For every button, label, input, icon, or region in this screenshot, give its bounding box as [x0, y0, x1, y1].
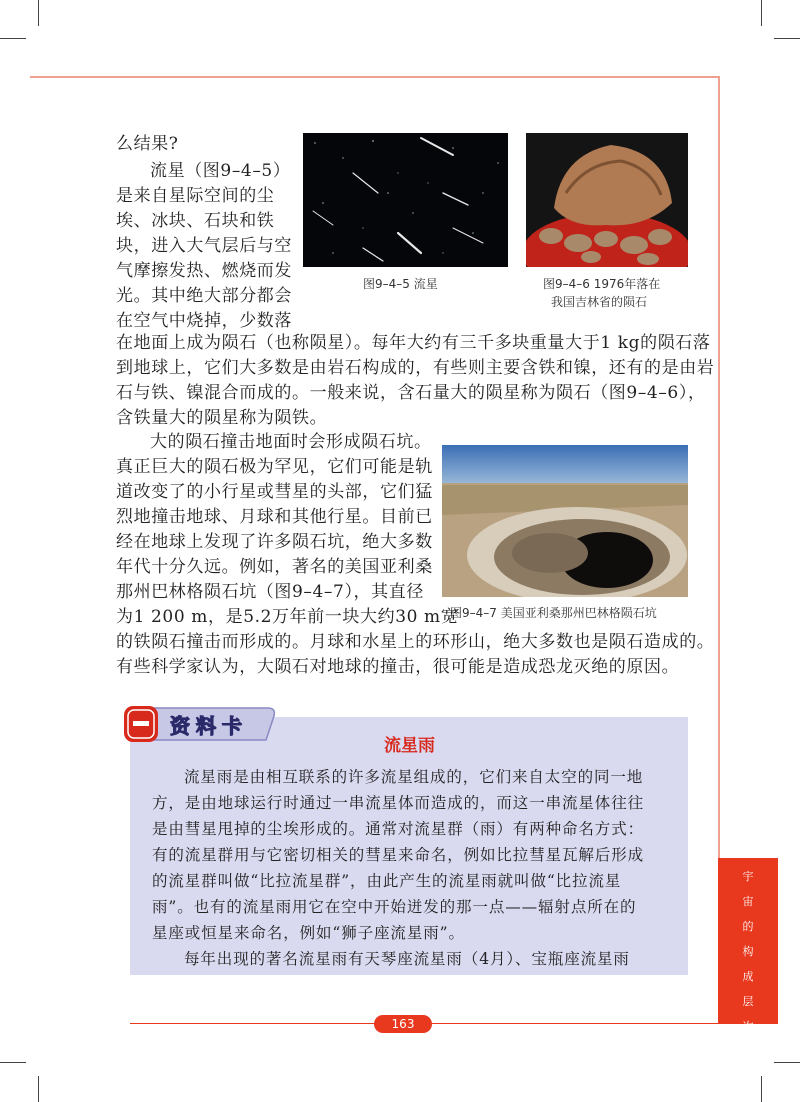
- card-text-line: 星座或恒星来命名，例如“狮子座流星雨”。: [152, 924, 465, 942]
- crop-mark: [761, 0, 762, 26]
- text-line: 在空气中烧掉，少数落: [116, 311, 292, 331]
- text-line: 气摩擦发热、燃烧而发: [116, 261, 292, 281]
- meteor-photo: [303, 133, 508, 267]
- text-line: 为1 200 m，是5.2万年前一块大约30 m宽: [116, 607, 459, 627]
- card-text-line: 有的流星群用与它密切相关的彗星来命名，例如比拉彗星瓦解后形成: [152, 846, 645, 864]
- crater-photo: [442, 445, 688, 597]
- side-tab-char: 层: [742, 995, 754, 1008]
- text-line: 在地面上成为陨石（也称陨星）。每年大约有三千多块重量大于1 kg的陨石落: [116, 333, 711, 353]
- side-tab-char: 宙: [742, 895, 754, 908]
- text-line: 经在地球上发现了许多陨石坑，绝大多数: [116, 532, 433, 552]
- crop-mark: [774, 38, 800, 39]
- figure-caption-crater: 图9–4–7 美国亚利桑那州巴林格陨石坑: [450, 606, 657, 620]
- side-tab-char: 构: [742, 945, 754, 958]
- card-text-line: 流星雨是由相互联系的许多流星组成的，它们来自太空的同一地: [184, 768, 644, 786]
- chapter-side-tab: [718, 858, 778, 1033]
- page-number: 163: [374, 1015, 432, 1033]
- info-card-title: 流星雨: [384, 736, 435, 756]
- info-card-badge: [118, 702, 278, 746]
- side-tab-char: 宇: [742, 870, 754, 883]
- meteorite-photo: [526, 133, 688, 267]
- crop-mark: [38, 1076, 39, 1102]
- text-line: 光。其中绝大部分都会: [116, 286, 292, 306]
- text-line: 道改变了的小行星或彗星的头部，它们猛: [116, 482, 433, 502]
- text-line: 石与铁、镍混合而成的。一般来说，含石量大的陨星称为陨石（图9–4–6），: [116, 383, 706, 403]
- figure-caption-meteorite-2: 我国吉林省的陨石: [551, 295, 648, 309]
- crop-mark: [774, 1062, 800, 1063]
- top-rule: [30, 76, 720, 78]
- card-text-line: 是由彗星甩掉的尘埃形成的。通常对流星群（雨）有两种命名方式：: [152, 820, 645, 838]
- info-card-badge-label: 资料卡: [170, 714, 248, 738]
- card-text-line: 每年出现的著名流星雨有天琴座流星雨（4月）、宝瓶座流星雨: [184, 950, 630, 968]
- crop-mark: [0, 1062, 26, 1063]
- crop-mark: [761, 1076, 762, 1102]
- text-line: 到地球上，它们大多数是由岩石构成的，有些则主要含铁和镍，还有的是由岩: [116, 358, 715, 378]
- text-line: 有些科学家认为，大陨石对地球的撞击，很可能是造成恐龙灭绝的原因。: [116, 657, 680, 677]
- text-line: 真正巨大的陨石极为罕见，它们可能是轨: [116, 457, 433, 477]
- crop-mark: [0, 38, 26, 39]
- text-line: 含铁量大的陨星称为陨铁。: [116, 408, 328, 428]
- card-text-line: 雨”。也有的流星雨用它在空中开始迸发的那一点——辐射点所在的: [152, 898, 637, 916]
- text-line: 大的陨石撞击地面时会形成陨石坑。: [150, 432, 432, 452]
- text-line: 块，进入大气层后与空: [116, 236, 292, 256]
- text-line: 么结果?: [116, 134, 179, 154]
- text-line: 是来自星际空间的尘: [116, 186, 275, 206]
- text-line: 的铁陨石撞击而形成的。月球和水星上的环形山，绝大多数也是陨石造成的。: [116, 632, 715, 652]
- text-line: 年代十分久远。例如，著名的美国亚利桑: [116, 557, 433, 577]
- text-line: 那州巴林格陨石坑（图9–4–7），其直径: [116, 582, 424, 602]
- crop-mark: [38, 0, 39, 26]
- card-text-line: 方，是由地球运行时通过一串流星体而造成的，而这一串流星体往往: [152, 794, 645, 812]
- side-tab-char: 次: [742, 1020, 754, 1033]
- side-tab-char: 成: [742, 970, 754, 983]
- text-line: 烈地撞击地球、月球和其他行星。目前已: [116, 507, 433, 527]
- text-line: 流星（图9–4–5）: [150, 161, 291, 181]
- figure-caption-meteorite-1: 图9–4–6 1976年落在: [543, 277, 661, 291]
- text-line: 埃、冰块、石块和铁: [116, 211, 275, 231]
- card-text-line: 的流星群叫做“比拉流星群”，由此产生的流星雨就叫做“比拉流星: [152, 872, 622, 890]
- figure-caption-meteor: 图9–4–5 流星: [363, 277, 438, 291]
- side-tab-char: 的: [742, 920, 754, 933]
